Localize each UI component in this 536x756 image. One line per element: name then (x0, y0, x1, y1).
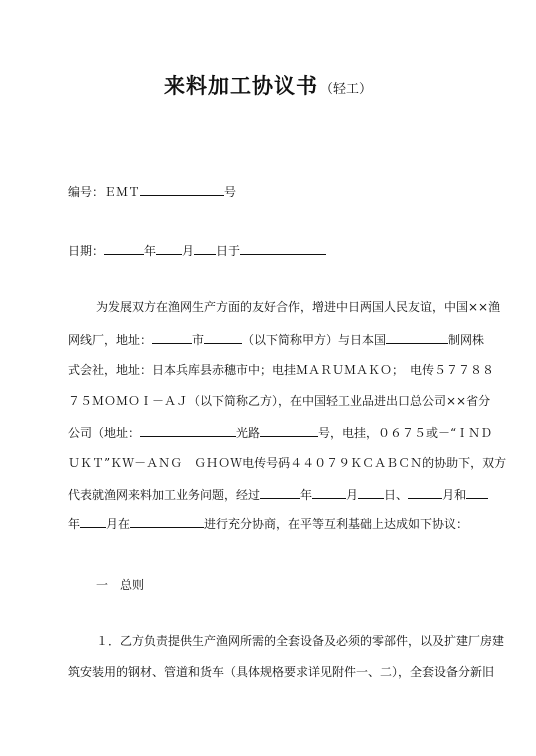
date-day-blank (194, 242, 216, 255)
negotiation-month2-blank (408, 486, 442, 499)
date-place-label: 日于 (216, 244, 241, 258)
party-b-company-type: 制网株 (448, 333, 485, 347)
date-year-label: 年 (144, 244, 157, 258)
paragraph-1-line-3: 式会社，地址：日本兵库县赤穗市中；电挂ＭＡＲＵＭＡＫＯ； 电传５７７８８ (68, 363, 495, 377)
party-a-abbrev: （以下简称甲方）与日本国 (242, 333, 387, 347)
cable-info: 号，电挂，０６７５或－“ＩＮＤ (318, 426, 493, 440)
number-suffix: 号 (224, 185, 237, 199)
negotiation-label: 代表就渔网来料加工业务问题，经过 (68, 488, 261, 502)
negotiation-year2-label: 年 (68, 517, 81, 531)
party-a-address-label: 网线厂，地址： (68, 333, 153, 347)
branch-address-blank (140, 424, 236, 437)
date-year-blank (104, 242, 144, 255)
number-label: 编号：ＥＭＴ (68, 185, 141, 199)
branch-address-label: 公司（地址： (68, 426, 141, 440)
negotiation-month2-label: 月和 (442, 488, 467, 502)
paragraph-1-line-7 (68, 486, 468, 503)
negotiation-month3-blank (80, 515, 106, 528)
date-place-blank (240, 242, 326, 255)
paragraph-1-line-5 (68, 424, 493, 441)
paragraph-1-line-6: ＵＫＴ”ＫＷ－ＡＮＧ ＧＨＯＷ电传号码４４０７９ＫＣＡＢＣＮ的协助下，双方 (68, 456, 507, 470)
paragraph-1-line-8 (68, 515, 468, 532)
paragraph-1-line-4: ７５ＭＯＭＯＩ－ＡＪ（以下简称乙方），在中国轻工业品进出口总公司××省分 (68, 394, 491, 408)
party-b-name-blank (386, 331, 448, 344)
negotiation-year2-blank (466, 486, 488, 499)
paragraph-1-line-1: 为发展双方在渔网生产方面的友好合作，增进中日两国人民友谊，中国××渔 (96, 300, 501, 314)
number-blank (140, 183, 224, 196)
agreement-statement: 进行充分协商，在平等互利基础上达成如下协议： (204, 517, 469, 531)
clause-1-line-2: 筑安装用的钢材、管道和货车（具体规格要求详见附件一、二），全套设备分新旧 (68, 665, 495, 679)
date-label: 日期： (68, 244, 105, 258)
negotiation-year-blank (260, 486, 300, 499)
paragraph-1-line-2 (68, 331, 485, 348)
negotiation-month-blank (312, 486, 346, 499)
party-a-extra-blank (204, 331, 242, 344)
negotiation-place-blank (130, 515, 204, 528)
negotiation-place-label: 月在 (106, 517, 131, 531)
party-a-city-label: 市 (192, 333, 205, 347)
road-number-blank (260, 424, 318, 437)
negotiation-day-blank (358, 486, 384, 499)
negotiation-day-label: 日、 (384, 488, 409, 502)
party-a-city-blank (152, 331, 192, 344)
contract-date-line (68, 242, 468, 259)
date-month-blank (156, 242, 182, 255)
document-title: 来料加工协议书 (163, 74, 318, 98)
document-subtitle: （轻工） (319, 82, 372, 97)
document-title-block (0, 70, 536, 100)
section-heading-general: 一 总则 (96, 578, 145, 592)
date-month-label: 月 (182, 244, 195, 258)
negotiation-year-label: 年 (300, 488, 313, 502)
road-label: 光路 (236, 426, 261, 440)
clause-1-line-1: １．乙方负责提供生产渔网所需的全套设备及必须的零部件，以及扩建厂房建 (96, 634, 505, 648)
contract-number-line (68, 183, 468, 200)
negotiation-month-label: 月 (346, 488, 359, 502)
